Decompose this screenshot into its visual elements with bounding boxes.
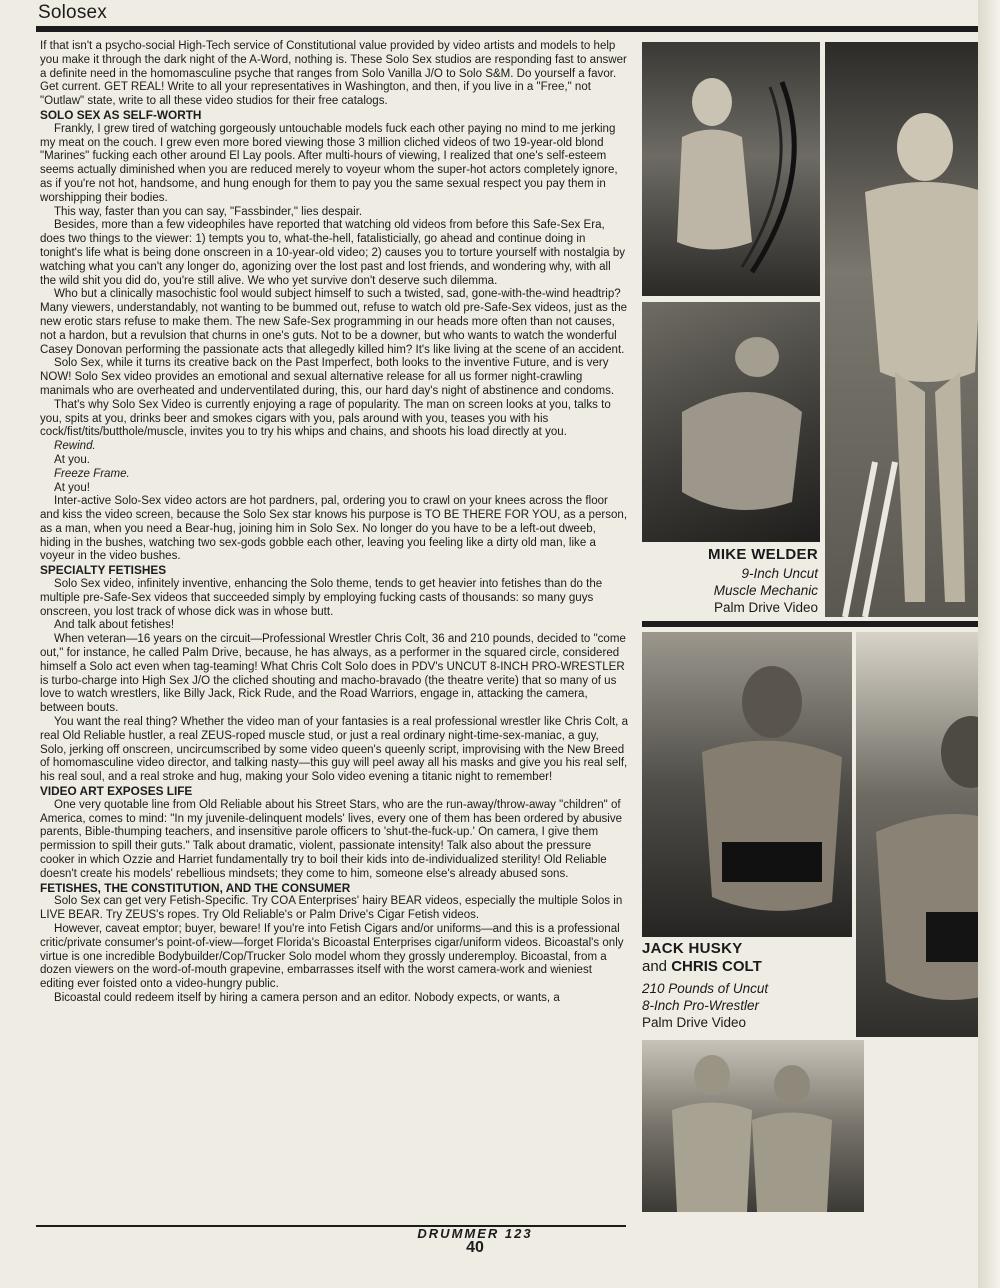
section-heading: SPECIALTY FETISHES <box>40 563 167 578</box>
paragraph: Frankly, I grew tired of watching gorgeously untouchable models fuck each other paying no mind to me jerking my meat on the couch. I grew even more bored viewing those 3 million cliched videos of two 19-year-old blond "Marines" fucking each other around El Lay pools. After multi-hours of viewing, I realized that one's self-esteem seems actually diminished when you are reduced merely to voyeur whom the super-hot actors completely ignore, as if you're not hot, handsome, and hung enough for them to pay you the same sexual respect you pay them in worshipping their bodies. <box>40 122 618 204</box>
page-edge <box>978 0 1000 1288</box>
caption-name: CHRIS COLT <box>671 958 762 975</box>
caption-name: MIKE WELDER <box>708 546 818 563</box>
paragraph: At you! <box>54 481 90 494</box>
section-label: Solosex <box>38 2 107 23</box>
top-rule <box>36 26 1000 32</box>
caption-line: 9-Inch Uncut <box>741 566 818 581</box>
paragraph: This way, faster than you can say, "Fassbinder," lies despair. <box>54 205 363 218</box>
caption-name: JACK HUSKY <box>642 940 743 957</box>
caption-line: Palm Drive Video <box>713 600 818 615</box>
paragraph: One very quotable line from Old Reliable about his Street Stars, who are the run-away/throw-away "children" of America, comes to mind: "In my juvenile-delinquent models' lives, every one of them has been ordered by abusive parents, Bible-thumping teachers, and insensitive parole officers to 'shut-the-fuck-up.' On camera, I give them permission to spill their guts." Talk about dramatic, violent, passionate intensity! Talk also about the pressure cooker in which Ozzie and Harriet fundamentally try to boil their kids into de-individualized sterility! Old Reliable doesn't create his models' rebellious mindsets; they come to him, someone else's already abused sons. <box>40 798 623 880</box>
section-heading: SOLO SEX AS SELF-WORTH <box>40 107 202 122</box>
paragraph: Solo Sex can get very Fetish-Specific. Try COA Enterprises' hairy BEAR videos, especially the multiple Solos in LIVE BEAR. Try ZEUS's ropes. Try Old Reliable's or Palm Drive's Cigar Fetish videos. <box>40 895 623 922</box>
paragraph: However, caveat emptor; buyer, beware! If you're into Fetish Cigars and/or uniforms—and this is a professional critic/private consumer's point-of-view—forget Florida's Bicoastal Enterprises cigar/uniform videos. Bicoastal's only virtue is one incredible Bodybuilder/Cop/Trucker Solo model whom they grossly underemploy. Bicoastal, from a dozen viewers on the word-of-mouth grapevine, embarrasses itself with the worst camera-work and wieniest editing ever foisted onto a video-hungry public. <box>40 923 624 991</box>
paragraph: Solo Sex video, infinitely inventive, enhancing the Solo theme, tends to get heavier into fetishes than do the multiple pre-Safe-Sex videos that succeeded simply by employing fucking casts of thousands: so many guys onscreen, you lost track of whose dick was in whose butt. <box>40 578 603 618</box>
paragraph: When veteran—16 years on the circuit—Professional Wrestler Chris Colt, 36 and 210 pounds, decided to "come out," for instance, he called Palm Drive, because, he has always, as a performer in the squared circle, considered himself a Solo act even when tag-teaming! What Chris Colt Solo does in PDV's UNCUT 8-INCH PRO-WRESTLER is turbo-charge into High Sex J/O the cliched shouting and macho-bravado (the theatre verite) that so many of us love to watch wrestlers, like Billy Jack, Rick Rude, and the Road Warriors, engage in, attacking the camera, between bouts. <box>40 633 626 715</box>
photo-two-wrestlers <box>642 1040 864 1212</box>
paragraph: Solo Sex, while it turns its creative back on the Past Imperfect, both looks to the inventive Future, and is very NOW! Solo Sex video provides an emotional and sexual alternative release for all us former night-crawling manimals who are overheated and underventilated during, this, our hard day's night of abstinence and condoms. <box>40 357 615 397</box>
article-body <box>40 40 628 1220</box>
paragraph: Freeze Frame. <box>54 467 130 480</box>
photo-welder-standing <box>825 42 1000 617</box>
caption-line: Palm Drive Video <box>642 1015 747 1030</box>
section-heading: VIDEO ART EXPOSES LIFE <box>40 784 193 799</box>
paragraph: That's why Solo Sex Video is currently enjoying a rage of popularity. The man on screen looks at you, talks to you, spits at you, drinks beer and smokes cigars with you, pals around with you, teases you with his cock/fist/tits/butthole/muscle, invites you to try his whips and chains, and shoots his load directly at you. <box>40 398 611 439</box>
caption-name-line <box>642 958 762 975</box>
caption-and: and <box>642 958 668 975</box>
paragraph: At you. <box>54 453 90 466</box>
paragraph: And talk about fetishes! <box>54 619 175 632</box>
footer-magazine: DRUMMER 123 <box>417 1226 533 1241</box>
page-number: 40 <box>466 1239 484 1256</box>
paragraph: You want the real thing? Whether the video man of your fantasies is a real professional wrestler like Chris Colt, a real Old Reliable hustler, a real ZEUS-roped muscle stud, or just a real ordinary night-time-sex-maniac, a guy, Solo, jerking off onscreen, uncircumscribed by some video queen's queenly script, improvising with the New Breed of homomasculine video director, and talking nasty—this guy will peel away all his masks and give you his real self, his real soul, and a real stroke and hug, making your Solo video evening a titanic night to remember! <box>40 716 628 784</box>
paragraph: If that isn't a psycho-social High-Tech service of Constitutional value provided by video artists and models to help you make it through the dark night of the A-Word, nothing is. These Solo Sex studios are responding fast to answer a definite need in the homomasculine psyche that ranges from Solo Vanilla J/O to Solo S&M. Do yourself a favor. Get current. GET REAL! Write to all your representatives in Washington, and then, if you live in a "Free," not "Outlaw" state, write to all these video studios for their free catalogs. <box>40 40 627 108</box>
photo-husky <box>642 632 852 937</box>
photo-welder-bow <box>642 42 820 296</box>
photo-welder-reclining <box>642 302 820 542</box>
mid-rule <box>642 621 1000 627</box>
section-heading: FETISHES, THE CONSTITUTION, AND THE CONSUMER <box>40 880 351 895</box>
paragraph: Bicoastal could redeem itself by hiring a camera person and an editor. Nobody expects, or wants, a <box>54 991 560 1004</box>
paragraph: Inter-active Solo-Sex video actors are hot pardners, pal, ordering you to crawl on your knees across the floor and kiss the video screen, because the Solo Sex star knows his purpose is TO BE THERE FOR YOU, as a person, as a man, when you need a Bear-hug, joining him in Solo Sex. No longer do you have to be a left-out dweeb, hiding in the bushes, watching two sex-gods gobble each other, leaving you feeling like a dirty old man, like a voyeur in the video bushes. <box>40 495 628 563</box>
caption-line: 8-Inch Pro-Wrestler <box>642 998 760 1013</box>
caption-line: 210 Pounds of Uncut <box>642 981 769 996</box>
paragraph: Rewind. <box>54 440 96 453</box>
paragraph: Who but a clinically masochistic fool would subject himself to such a twisted, sad, gone-with-the-wind headtrip? Many viewers, understandably, not wanting to be bummed out, refuse to watch old pre-Safe-Sex videos, just as the new erotic stars refuse to make them. The new Safe-Sex programming in our heads more often than not causes, not a hardon, but a revulsion that churns in one's guts. Not to be a downer, but who wants to watch the wonderful Casey Donovan performing the passionate acts that allegedly killed him? It's like living at the scene of an accident. <box>40 288 628 356</box>
paragraph: Besides, more than a few videophiles have reported that watching old videos from before this Safe-Sex Era, does two things to the viewer: 1) tempts you to, what-the-hell, fatalisticially, go ahead and continue doing in tonight's life what is being done onscreen in a 10-year-old video; 2) causes you to torture yourself with nostalgia by watching what you can't any longer do, agonizing over the lost past and lost friends, and wondering why, with all the wild shit you did do, you're still alive. We who yet survive don't deserve such dilemma. <box>40 219 626 287</box>
caption-line: Muscle Mechanic <box>713 583 818 598</box>
